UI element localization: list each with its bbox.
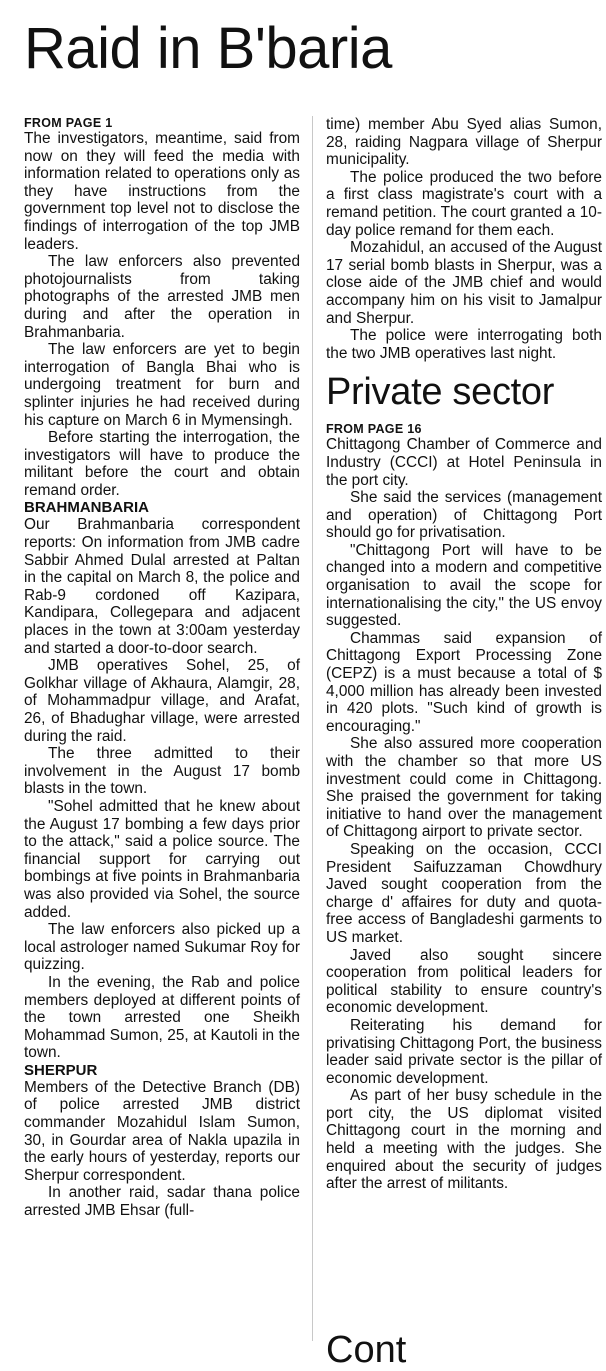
article-paragraph: She also assured more cooperation with the chamber so that more US investment could come in Chittagong. She praised the government for taking initiative to hand over the management of Chittagong airport to private sector. (326, 735, 602, 841)
left-column (24, 116, 300, 1220)
section-headline-private-sector: Private sector (326, 371, 555, 414)
article-paragraph: The police were interrogating both the two JMB operatives last night. (326, 327, 602, 362)
article-paragraph: "Sohel admitted that he knew about the August 17 bombing a few days prior to the attack," said a police source. The financial support for carrying out bombings at five points in Brahmanbaria was also provided via Sohel, the source added. (24, 797, 300, 921)
article-paragraph: The three admitted to their involvement in the August 17 bomb blasts in the town. (24, 745, 300, 798)
article-paragraph: The law enforcers are yet to begin interrogation of Bangla Bhai who is undergoing treatment for burn and splinter injuries he had received during his capture on March 6 in Mymensingh. (24, 341, 300, 429)
article-paragraph: Javed also sought sincere cooperation from political leaders for political stability to ensure country's economic development. (326, 946, 602, 1017)
article-paragraph: She said the services (management and operation) of Chittagong Port should go for privatisation. (326, 489, 602, 542)
article-paragraph: Chammas said expansion of Chittagong Export Processing Zone (CEPZ) is a must because a total of $ 4,000 million has already been invested in 420 plots. "Such kind of growth is encouraging." (326, 629, 602, 735)
page-headline: Raid in B'baria (24, 16, 392, 81)
article-paragraph: Reiterating his demand for privatising Chittagong Port, the business leader said private sector is the pillar of economic development. (326, 1016, 602, 1087)
from-page-kicker: FROM PAGE 1 (24, 116, 113, 130)
next-article-headline-cropped: Cont (326, 1329, 407, 1371)
article-paragraph: Chittagong Chamber of Commerce and Industry (CCCI) at Hotel Peninsula in the port city. (326, 436, 602, 489)
article-paragraph: Our Brahmanbaria correspondent reports: On information from JMB cadre Sabbir Ahmed Dulal arrested at Paltan in the capital on March 8, the police and Rab-9 cordoned off Kazipara, Kandipara, Collegepara and adjacent places in the town at 3:00am yesterday and started a door-to-door search. (24, 516, 300, 657)
article-paragraph: time) member Abu Syed alias Sumon, 28, raiding Nagpara village of Sherpur municipality. (326, 116, 602, 169)
column-divider (312, 116, 313, 1341)
article-paragraph: As part of her busy schedule in the port city, the US diplomat visited Chittagong court in the morning and held a meeting with the judges. She enquired about the security of judges after the arrest of militants. (326, 1087, 602, 1193)
article-paragraph: Mozahidul, an accused of the August 17 serial bomb blasts in Sherpur, was a close aide of the JMB chief and would accompany him on his visit to Jamalpur and Sherpur. (326, 239, 602, 327)
article-paragraph: Members of the Detective Branch (DB) of police arrested JMB district commander Mozahidul Islam Sumon, 30, in Gourdar area of Nakla upazila in the early hours of yesterday, reports our Sherpur correspondent. (24, 1078, 300, 1184)
subhead-brahmanbaria: BRAHMANBARIA (24, 499, 149, 517)
right-column (326, 116, 602, 1193)
article-paragraph: "Chittagong Port will have to be changed into a modern and competitive organisation to avail the scope for internationalising the city," the US envoy suggested. (326, 541, 602, 630)
article-paragraph: Before starting the interrogation, the investigators will have to produce the militant before the court and obtain remand order. (24, 429, 300, 499)
article-paragraph: In the evening, the Rab and police members deployed at different points of the town arrested one Sheikh Mohammad Sumon, 25, at Kautoli in the town. (24, 973, 300, 1062)
article-paragraph: JMB operatives Sohel, 25, of Golkhar village of Akhaura, Alamgir, 28, of Mohammadpur village, and Arafat, 26, of Bhadughar village, were arrested during the raid. (24, 657, 300, 745)
article-paragraph: In another raid, sadar thana police arrested JMB Ehsar (full- (24, 1184, 300, 1220)
article-paragraph: The law enforcers also picked up a local astrologer named Sukumar Roy for quizzing. (24, 921, 300, 974)
article-paragraph: The police produced the two before a first class magistrate's court with a remand petition. The court granted a 10-day police remand for them each. (326, 168, 602, 239)
subhead-sherpur: SHERPUR (24, 1061, 98, 1079)
from-page-kicker-2: FROM PAGE 16 (326, 422, 422, 437)
article-paragraph: The law enforcers also prevented photojournalists from taking photographs of the arrested JMB men during and after the operation in Brahmanbaria. (24, 253, 300, 341)
article-paragraph: The investigators, meantime, said from now on they will feed the media with information related to operations only as they have instructions from the government top level not to disclose the findings of interrogation of the top JMB leaders. (24, 130, 300, 253)
article-paragraph: Speaking on the occasion, CCCI President Saifuzzaman Chowdhury Javed sought cooperation from the charge d' affaires for duty and quota-free access of Bangladeshi garments to US market. (326, 840, 602, 946)
